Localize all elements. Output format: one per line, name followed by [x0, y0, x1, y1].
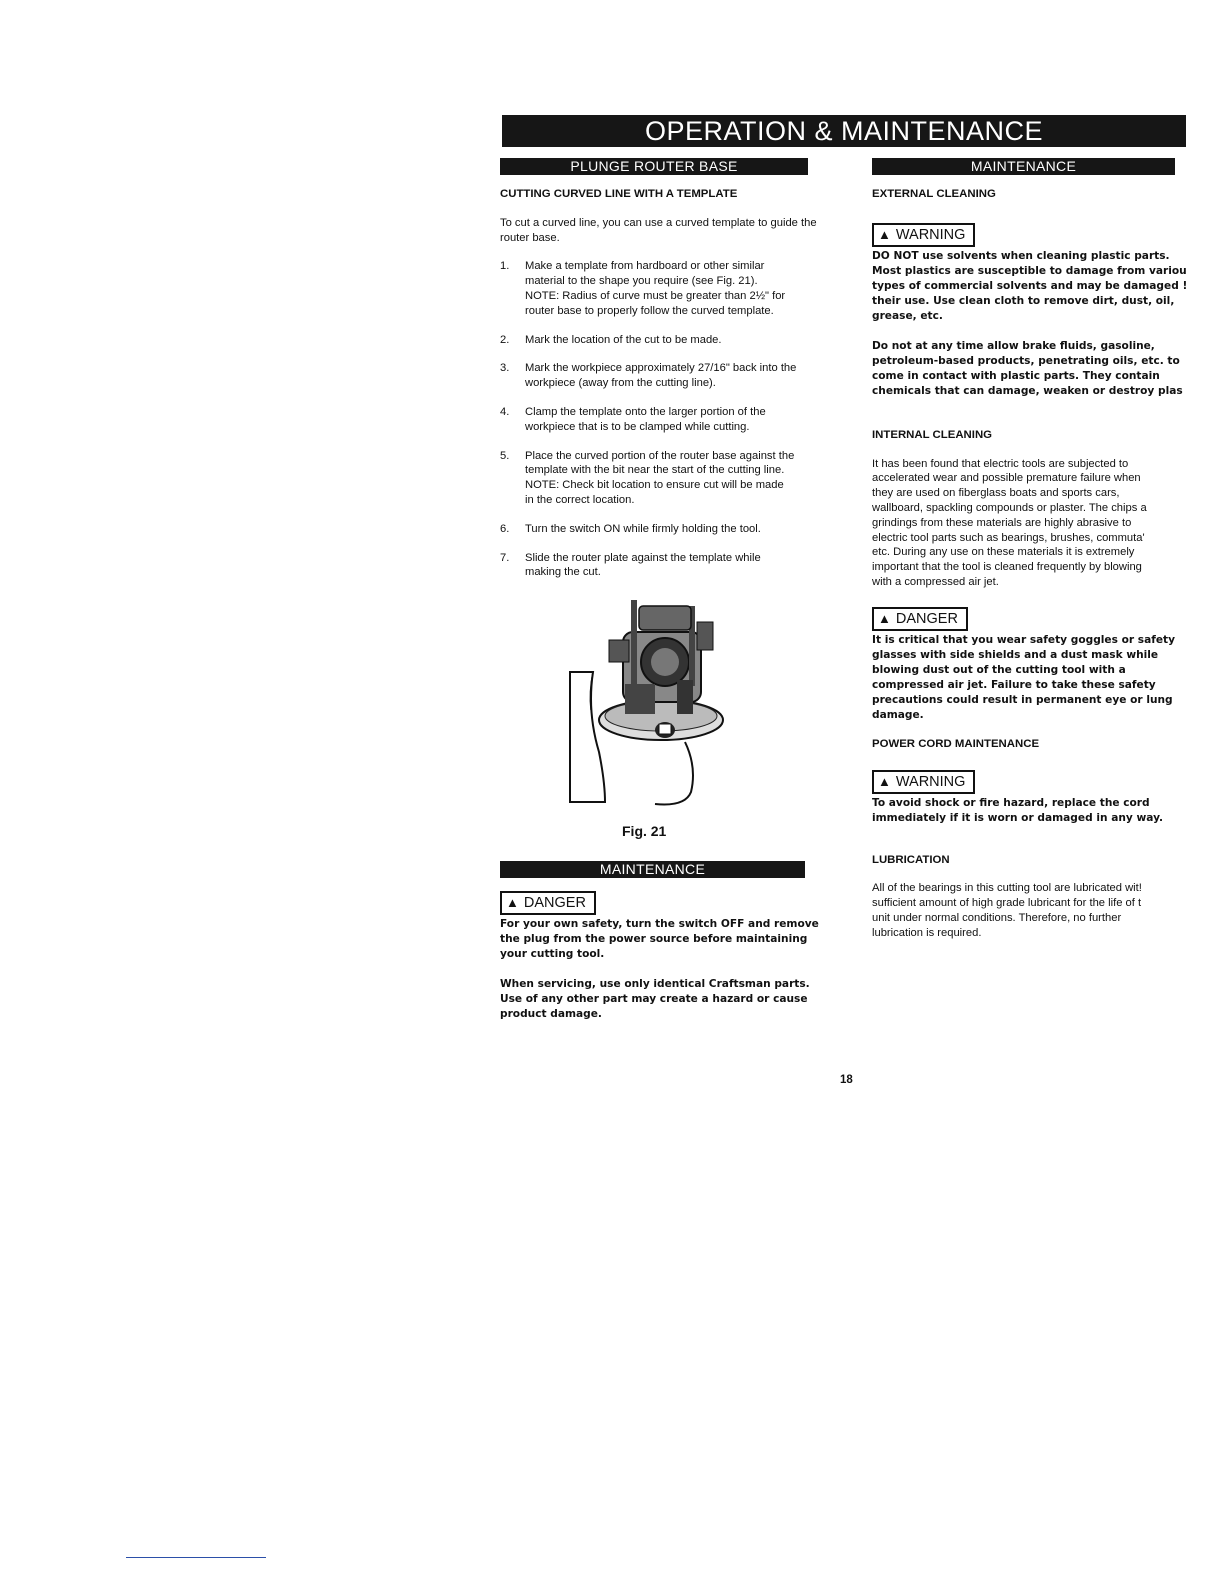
page-number: 18	[840, 1074, 853, 1086]
left-column	[500, 187, 845, 594]
warning-label-2: ▲ WARNING	[872, 770, 975, 794]
lubrication-text: All of the bearings in this cutting tool are lubricated wit! sufficient amount of high grade lubricant for the life of t unit under normal conditions. Therefore, no further lubrication is required.	[872, 882, 1142, 939]
main-banner: OPERATION & MAINTENANCE	[502, 115, 1186, 147]
danger-text-left: For your own safety, turn the switch OFF and remove the plug from the power source before maintaining your cutting tool.	[500, 918, 819, 960]
danger-label-left: ▲ DANGER	[500, 891, 596, 915]
list-item: 2. Mark the location of the cut to be made.	[500, 333, 722, 346]
external-cleaning-heading: EXTERNAL CLEANING	[872, 188, 996, 200]
cutting-curved-line-heading: CUTTING CURVED LINE WITH A TEMPLATE	[500, 188, 738, 200]
footer-rule	[126, 1557, 266, 1558]
internal-cleaning-text: It has been found that electric tools are subjected to accelerated wear and possible premature failure when they are used on fiberglass boats and sports cars, wallboard, spackling compounds or plaster. The chips a grindings from these materials are highly abrasive to electric tool parts such as bearings, brushes, commuta' etc. During any use on these materials it is extremely important that the tool is cleaned frequently by blowing with a compressed air jet.	[872, 457, 1147, 588]
warning-text-2: To avoid shock or fire hazard, replace the cord immediately if it is worn or damaged in any way.	[872, 796, 1164, 824]
steps-list	[500, 259, 845, 580]
left-maintenance-section	[500, 891, 840, 1022]
warning-text-1b: Do not at any time allow brake fluids, gasoline, petroleum-based products, penetrating oils, etc. to come in contact with plastic parts. They contain chemicals that can damage, weaken or destroy plas	[872, 339, 1183, 397]
warning-text-1: DO NOT use solvents when cleaning plastic parts. Most plastics are susceptible to damage from variou types of commercial solvents and may be damaged ! their use. Use clean cloth to remove dirt, dust, oil, grease, etc.	[872, 249, 1188, 322]
warning-triangle-icon: ▲	[506, 895, 519, 910]
right-column	[872, 187, 1188, 941]
warning-label-1: ▲ WARNING	[872, 223, 975, 247]
internal-cleaning-heading: INTERNAL CLEANING	[872, 428, 993, 441]
list-item: 3. Mark the workpiece approximately 27/16" back into the workpiece (away from the cutting line).	[500, 362, 797, 390]
list-item: 7. Slide the router plate against the template while making the cut.	[500, 551, 761, 579]
section-title-maintenance-right: MAINTENANCE	[872, 158, 1175, 175]
list-item: 5. Place the curved portion of the router base against the template with the bit near the start of the cutting line. NOTE: Check bit location to ensure cut will be made in the correct location.	[500, 449, 795, 506]
lubrication-heading: LUBRICATION	[872, 853, 950, 866]
danger-label-right: ▲ DANGER	[872, 607, 968, 631]
power-cord-heading: POWER CORD MAINTENANCE	[872, 737, 1040, 750]
section-title-plunge-router-base: PLUNGE ROUTER BASE	[500, 158, 808, 175]
intro-paragraph: To cut a curved line, you can use a curved template to guide the router base.	[500, 216, 817, 244]
warning-triangle-icon: ▲	[878, 226, 891, 242]
section-title-maintenance-left: MAINTENANCE	[500, 861, 805, 878]
list-item: 6. Turn the switch ON while firmly holding the tool.	[500, 522, 761, 535]
router-template-illustration	[565, 592, 725, 810]
service-text: When servicing, use only identical Craftsman parts. Use of any other part may create a hazard or cause product damage.	[500, 978, 810, 1020]
warning-triangle-icon: ▲	[878, 773, 891, 789]
danger-text-right: It is critical that you wear safety goggles or safety glasses with side shields and a dust mask while blowing dust out of the cutting tool with a compressed air jet. Failure to take these safety precautions could result in permanent eye or lung damage.	[872, 633, 1176, 721]
warning-triangle-icon: ▲	[878, 610, 891, 626]
list-item: 4. Clamp the template onto the larger portion of the workpiece that is to be clamped while cutting.	[500, 405, 766, 433]
figure-caption: Fig. 21	[622, 823, 667, 839]
list-item: 1. Make a template from hardboard or other similar material to the shape you require (see Fig. 21). NOTE: Radius of curve must be greater than 2½" for router base to properly follow the curved template.	[500, 260, 786, 317]
